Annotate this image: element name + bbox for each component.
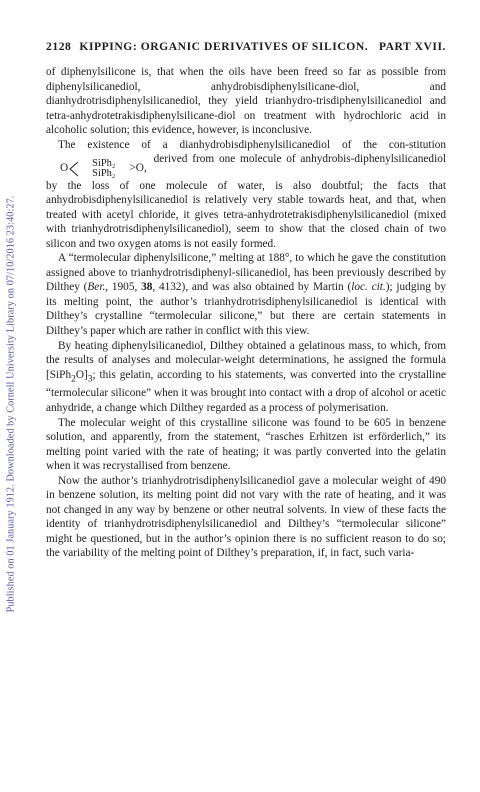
download-watermark-text: Published on 01 January 1912. Downloaded by Cornell University Library on 07/10/2016 23:40:27.: [5, 195, 17, 613]
paragraph-3: [46, 251, 446, 338]
paragraph-3-text-a: A “termolecular diphenylsilicone,” melting at 188°, to which he gave the constitution assigned above to trianhydrotrisdiphenyl-silicanediol, has been previously described by Dilthey (: [46, 252, 446, 294]
formula-oxygen-right: >O,: [129, 162, 147, 175]
ring-formula: [48, 159, 147, 179]
formula-bottom: SiPh₂: [92, 167, 116, 179]
page-number: 2128: [46, 40, 72, 53]
formula-bond-angle: [69, 159, 78, 179]
paragraph-1: of diphenylsilicone is, that when the oils have been freed so far as possible from diphenylsilicanediol, anhydrobisdiphenylsilicane-diol, and dianhydrotrisdiphenylsilicanediol, they yield trianhydro-trisdiphenylsilicanediol and tetra-anhydrotetrakisdiphenylsilicane-diol on treatment with hydrochloric acid in alcoholic solution; this evidence, however, is inconclusive.: [46, 66, 446, 137]
formula-subscript-3: 3: [87, 373, 93, 384]
formula-stack: [80, 159, 115, 179]
paragraph-2-start: The existence of a dianhydrobisdiphenylsilicanediol of the con-stitution: [58, 138, 446, 151]
part-number: PART XVII.: [378, 40, 446, 53]
citation-loc-cit: loc. cit.: [351, 281, 386, 294]
article-body: [46, 65, 446, 561]
download-watermark: [4, 64, 18, 744]
paragraph-3-text-b: , 1905,: [105, 281, 138, 294]
running-title: KIPPING: ORGANIC DERIVATIVES OF SILICON.: [79, 40, 369, 53]
paragraph-4-text-a: By heating diphenylsilicanediol, Dilthey obtained a gelatinous mass, to which, from the results of analyses and molecular-weight determinations, he assigned the formula [SiPh: [46, 339, 446, 381]
volume-number: 38: [141, 281, 153, 294]
paragraph-6: Now the author’s trianhydrotrisdiphenylsilicanediol gave a molecular weight of 490 in benzene solution, its melting point did not vary with the rate of heating, and it was not changed in any way by benzene or other neutral solvents. In view of these facts the identity of trianhydrotrisdiphenylsilicanediol and Dilthey’s “termolecular silicone” might be questioned, but in the author’s opinion there is no sufficient reason to do so; the variability of the melting point of Dilthey’s preparation, if, in fact, such varia-: [46, 474, 446, 560]
paragraph-2-end: derived from one molecule of anhydrobis-diphenylsilicanediol by the loss of one molecule of water, is also doubtful; the facts that anhydrobisdiphenylsilicanediol is relatively very stable towards heat, and that, when treated with acetyl chloride, it gives tetra-anhydrotetrakisdiphenylsilicanediol (mixed with trianhydrotrisdiphenylsilicanediol), seem to show that the closed chain of two silicon and two oxygen atoms is not easily formed.: [46, 153, 446, 250]
paragraph-5: The molecular weight of this crystalline silicone was found to be 605 in benzene solution, and apparently, from the statement, “rasches Erhitzen ist erförderlich,” its melting point varied with the rate of heating; it was partly converted into the gelatin when it was recrystallised from benzene.: [46, 416, 446, 473]
citation-ber: Ber.: [87, 281, 106, 294]
running-header: [46, 40, 446, 53]
paragraph-4: [46, 339, 446, 416]
paragraph-4-text-c: ; this gelatin, according to his statements, was converted into the crystalline “termolecular silicone” when it was brought into contact with a drop of alcohol or acetic anhydride, a change which Dilthey regarded as a process of polymerisation.: [46, 368, 446, 415]
paragraph-3-text-d: ); judging by its melting point, the author’s trianhydrotrisdiphenylsilicanediol is identical with Dilthey’s crystalline “termolecular silicone,” but there are certain statements in Dilthey’s paper which are rather in conflict with this view.: [46, 281, 446, 338]
journal-page: [46, 40, 446, 561]
formula-oxygen-left: O: [60, 162, 69, 175]
formula-subscript-2: 2: [71, 373, 76, 384]
paragraph-4-text-b: O]: [75, 368, 88, 381]
paragraph-3-text-c: , 4132), and was also obtained by Martin (: [152, 281, 352, 294]
formula-top: SiPh₂: [92, 157, 116, 169]
paragraph-2: [46, 138, 446, 252]
